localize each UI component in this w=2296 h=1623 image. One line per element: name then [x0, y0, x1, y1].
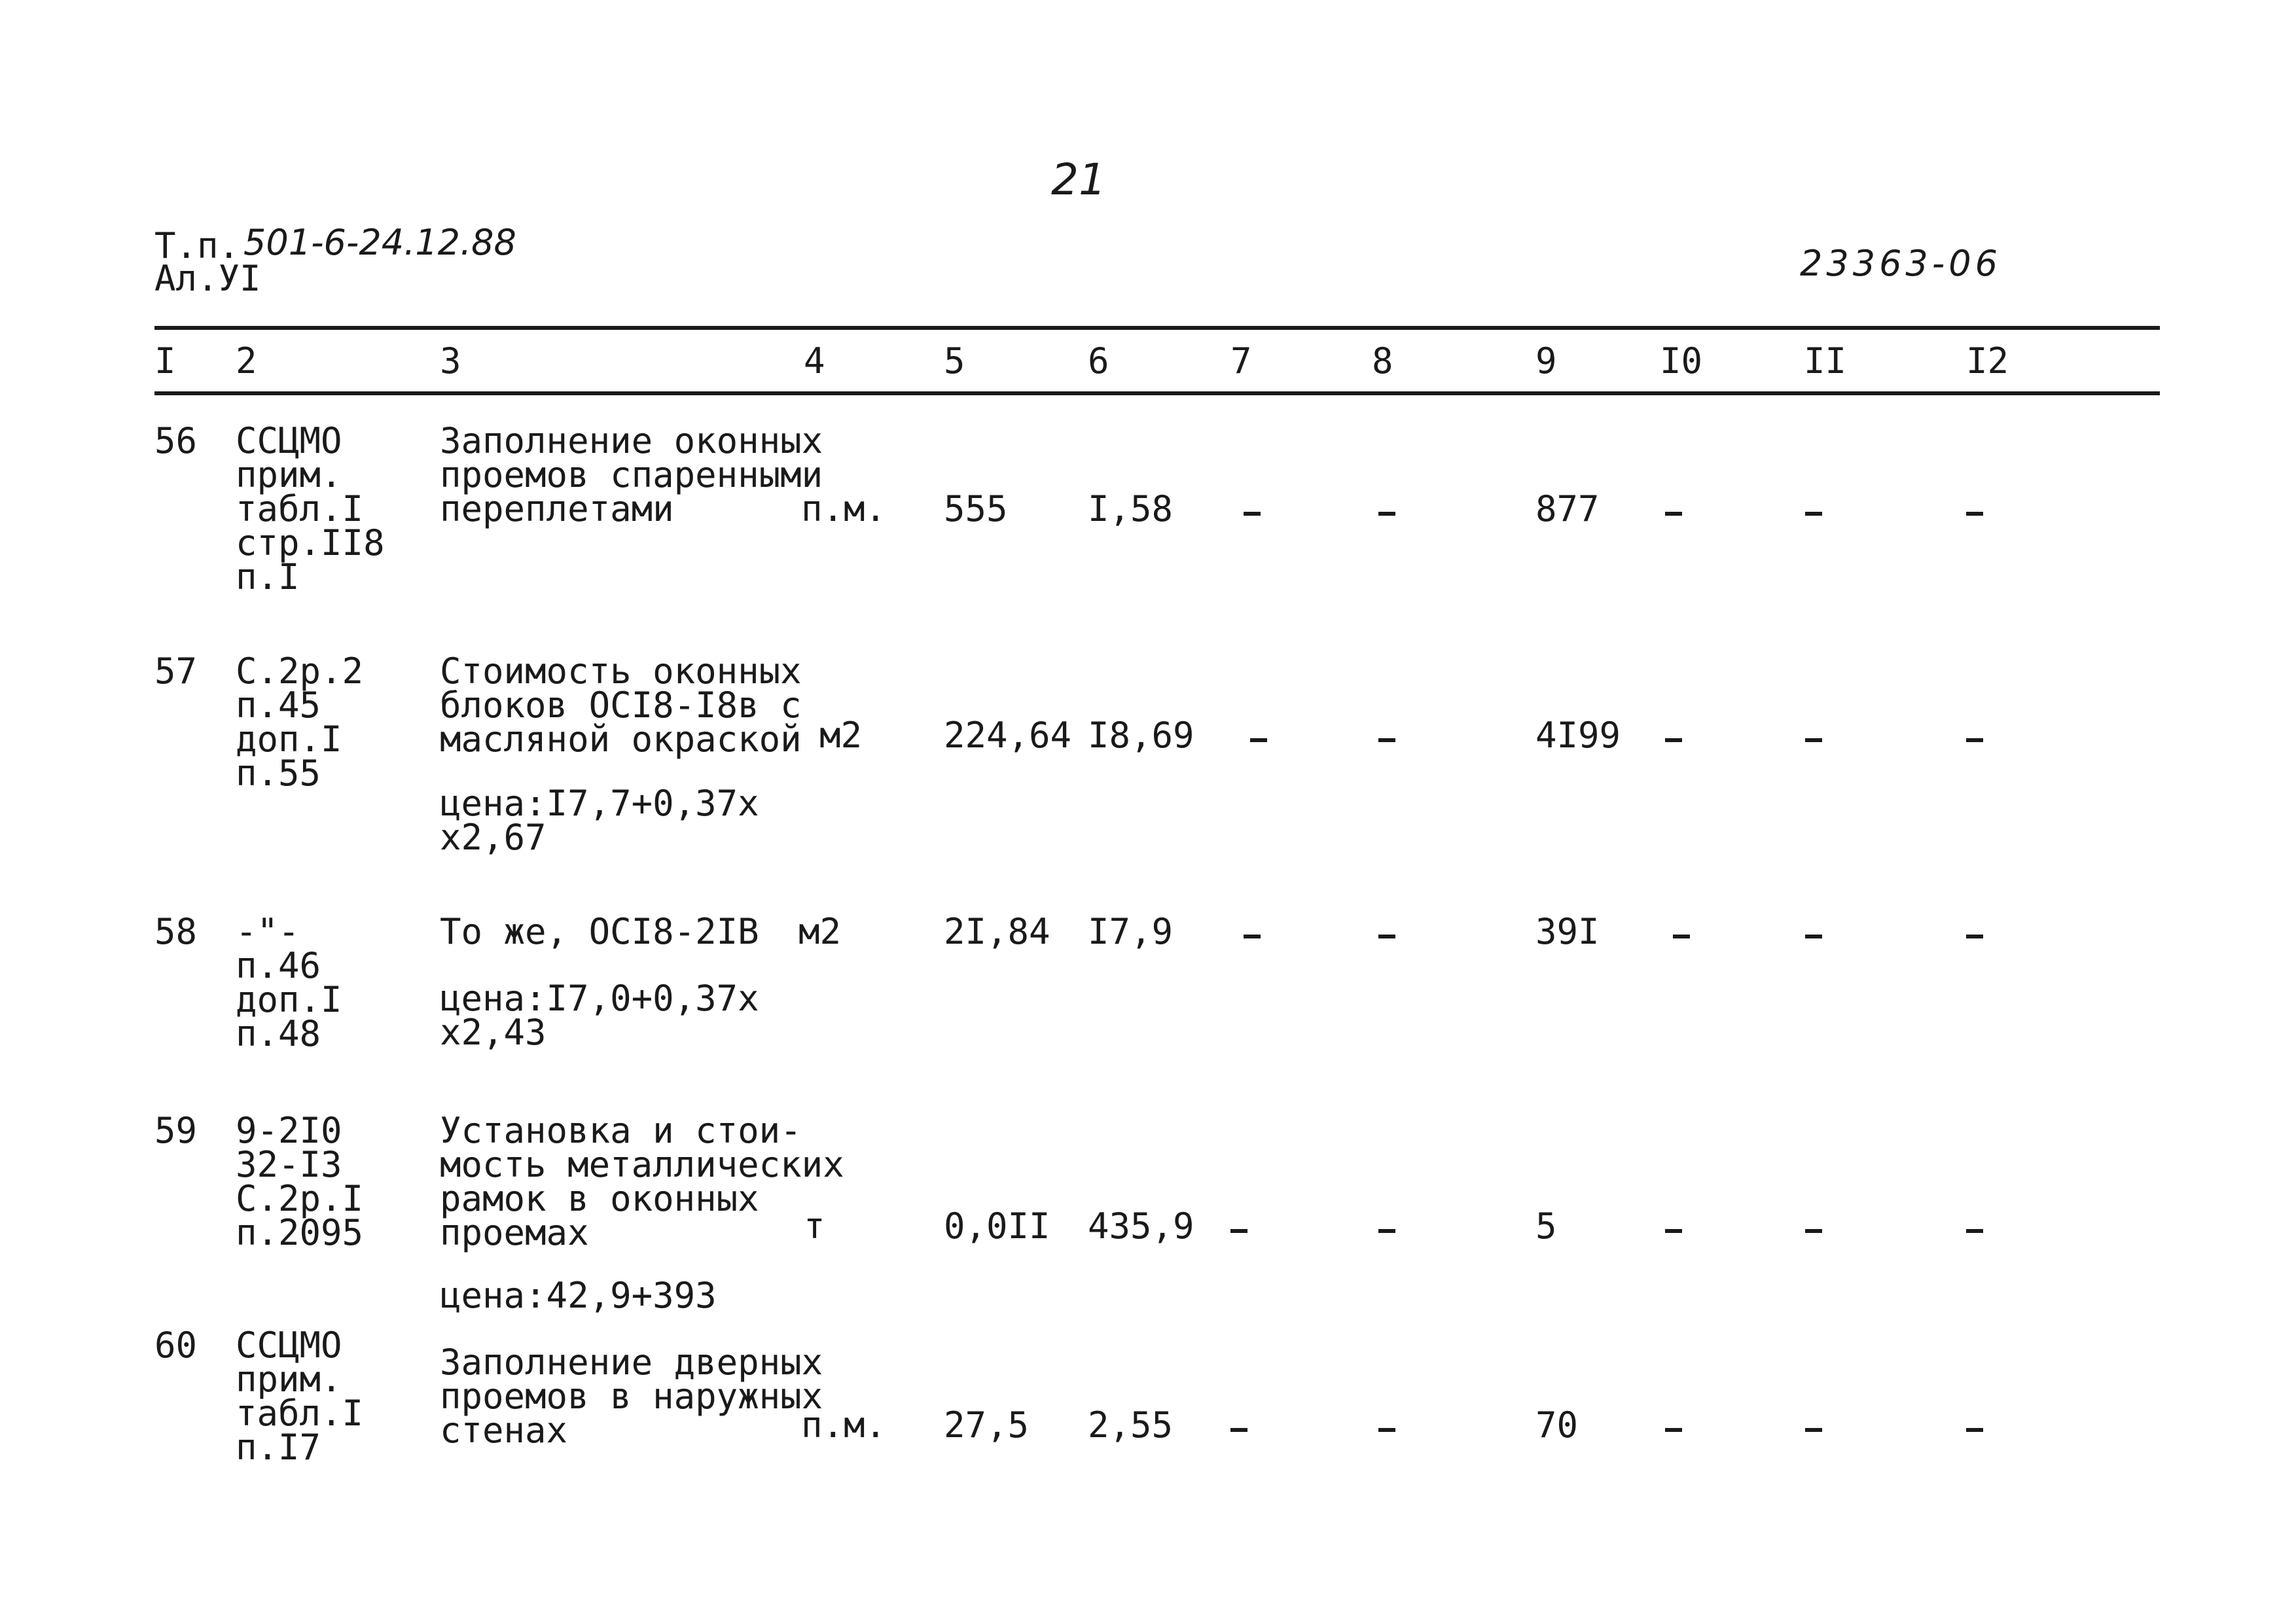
row-total: 5	[1535, 1205, 1557, 1247]
row-description: Стоимость оконных блоков ОСI8-I8в с масляной окраской	[440, 651, 802, 760]
album-label: Ал.УI	[154, 258, 261, 299]
row-quantity: 224,64	[944, 715, 1072, 756]
row-quantity: 27,5	[944, 1404, 1030, 1446]
row-number: 57	[154, 651, 198, 692]
column-header: II	[1804, 340, 1847, 382]
empty-cell-dash	[1665, 1428, 1682, 1432]
empty-cell-dash	[1230, 1229, 1247, 1233]
row-reference: ССЦМО прим. табл.I стр.II8 п.I	[236, 420, 385, 597]
row-number: 60	[154, 1325, 198, 1366]
row-number: 59	[154, 1110, 198, 1151]
empty-cell-dash	[1966, 512, 1983, 516]
row-unit-price: I,58	[1088, 488, 1174, 529]
row-price-note: цена:I7,0+0,37х х2,43	[440, 978, 759, 1053]
table-top-rule	[154, 326, 2160, 330]
doc-code: 501-6-24.12.88	[243, 222, 516, 263]
empty-cell-dash	[1966, 935, 1983, 938]
empty-cell-dash	[1805, 1229, 1822, 1233]
row-total: 70	[1535, 1404, 1579, 1446]
row-unit-price: 2,55	[1088, 1404, 1174, 1446]
row-reference: ССЦМО прим. табл.I п.I7	[236, 1325, 364, 1468]
column-header: 8	[1372, 340, 1393, 382]
row-description: Заполнение оконных проемов спаренными переплетами	[440, 420, 823, 529]
row-quantity: 0,0II	[944, 1205, 1050, 1247]
empty-cell-dash	[1230, 1428, 1247, 1432]
empty-cell-dash	[1805, 512, 1822, 516]
empty-cell-dash	[1665, 738, 1682, 742]
column-header: 2	[236, 340, 257, 382]
row-number: 58	[154, 911, 198, 952]
column-header: I	[154, 340, 176, 382]
empty-cell-dash	[1805, 1428, 1822, 1432]
row-total: 877	[1535, 488, 1600, 529]
empty-cell-dash	[1966, 1229, 1983, 1233]
doc-prefix: Т.п.	[154, 225, 240, 266]
row-description: Заполнение дверных проемов в наружных стенах	[440, 1342, 823, 1451]
row-description: Установка и стои- мость металлических рамок в оконных проемах	[440, 1110, 844, 1253]
empty-cell-dash	[1378, 1428, 1395, 1432]
column-header: 3	[440, 340, 461, 382]
empty-cell-dash	[1250, 738, 1267, 742]
row-total: 4I99	[1535, 715, 1621, 756]
page-number: 21	[1051, 154, 1106, 205]
empty-cell-dash	[1378, 512, 1395, 516]
column-header: 7	[1230, 340, 1252, 382]
empty-cell-dash	[1378, 935, 1395, 938]
empty-cell-dash	[1244, 512, 1261, 516]
column-header: 5	[944, 340, 965, 382]
column-header: 4	[804, 340, 825, 382]
row-total: 39I	[1535, 911, 1600, 952]
row-quantity: 2I,84	[944, 911, 1050, 952]
table-header-rule	[154, 391, 2160, 395]
column-header: I2	[1966, 340, 2009, 382]
row-unit-price: I7,9	[1088, 911, 1174, 952]
row-unit: м2	[798, 911, 842, 952]
row-price-note: цена:I7,7+0,37х х2,67	[440, 783, 759, 858]
empty-cell-dash	[1665, 1229, 1682, 1233]
row-unit: м2	[819, 715, 863, 756]
column-header: I0	[1660, 340, 1703, 382]
column-header: 9	[1535, 340, 1557, 382]
empty-cell-dash	[1805, 738, 1822, 742]
empty-cell-dash	[1378, 1229, 1395, 1233]
row-reference: -"- п.46 доп.I п.48	[236, 911, 342, 1054]
row-unit: т	[804, 1205, 825, 1247]
row-reference: С.2р.2 п.45 доп.I п.55	[236, 651, 364, 794]
row-price-note: цена:42,9+393	[440, 1275, 717, 1316]
column-header: 6	[1088, 340, 1109, 382]
row-quantity: 555	[944, 488, 1008, 529]
row-unit-price: I8,69	[1088, 715, 1194, 756]
empty-cell-dash	[1673, 935, 1690, 938]
empty-cell-dash	[1966, 738, 1983, 742]
row-unit: п.м.	[801, 1404, 887, 1446]
row-description: То же, ОСI8-2IВ	[440, 911, 759, 952]
empty-cell-dash	[1665, 512, 1682, 516]
row-reference: 9-2I0 32-I3 С.2р.I п.2095	[236, 1110, 364, 1253]
empty-cell-dash	[1966, 1428, 1983, 1432]
empty-cell-dash	[1378, 738, 1395, 742]
row-unit: п.м.	[801, 488, 887, 529]
doc-id: 23363-06	[1800, 243, 2001, 284]
row-unit-price: 435,9	[1088, 1205, 1194, 1247]
empty-cell-dash	[1244, 935, 1261, 938]
empty-cell-dash	[1805, 935, 1822, 938]
row-number: 56	[154, 420, 198, 461]
